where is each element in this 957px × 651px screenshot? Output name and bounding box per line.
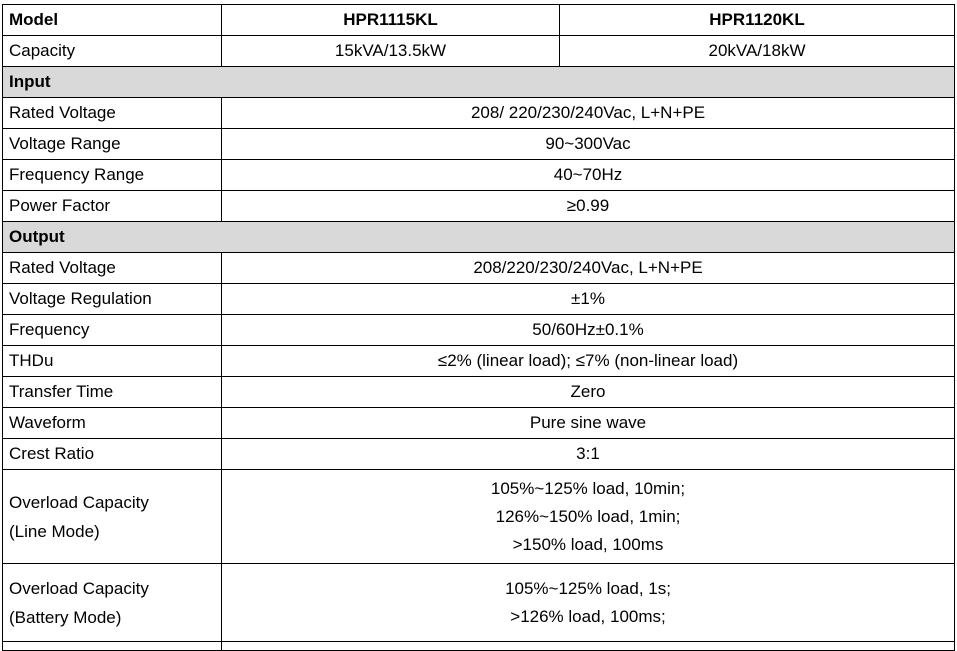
spec-table — [2, 4, 955, 651]
model-header-hpr1120kl: HPR1120KL — [560, 5, 955, 36]
spec-value: ≥0.99 — [222, 191, 955, 222]
model-header-hpr1115kl: HPR1115KL — [222, 5, 560, 36]
spec-row-output-frequency — [3, 315, 955, 346]
spec-row-overload-line-mode — [3, 470, 955, 564]
capacity-row — [3, 36, 955, 67]
spec-value: 50/60Hz±0.1% — [222, 315, 955, 346]
spec-value: 90~300Vac — [222, 129, 955, 160]
spec-row-output-waveform — [3, 408, 955, 439]
spec-label: Rated Voltage — [3, 253, 222, 284]
spec-value-line: 105%~125% load, 10min; — [490, 478, 686, 498]
spec-value-line: 105%~125% load, 1s; — [505, 578, 671, 598]
spec-value: Zero — [222, 377, 955, 408]
spec-value: 208/220/230/240Vac, L+N+PE — [222, 253, 955, 284]
table-cut-off-cell — [222, 642, 955, 651]
spec-label: Power Factor — [3, 191, 222, 222]
spec-label-line: Overload Capacity — [9, 578, 149, 598]
spec-value-line: >150% load, 100ms — [512, 534, 664, 554]
spec-label: Transfer Time — [3, 377, 222, 408]
table-cut-off-cell — [3, 642, 222, 651]
spec-row-input-voltage-range — [3, 129, 955, 160]
section-input-title: Input — [3, 67, 955, 98]
section-input-row — [3, 67, 955, 98]
spec-label-line: Overload Capacity — [9, 492, 149, 512]
spec-value-line: 126%~150% load, 1min; — [495, 506, 681, 526]
spec-label-line: (Line Mode) — [9, 521, 100, 541]
header-row — [3, 5, 955, 36]
spec-value-line: >126% load, 100ms; — [510, 606, 666, 626]
spec-value: 40~70Hz — [222, 160, 955, 191]
spec-row-output-crest-ratio — [3, 439, 955, 470]
spec-label: Rated Voltage — [3, 98, 222, 129]
table-cut-off-row — [3, 642, 955, 651]
section-output-row — [3, 222, 955, 253]
spec-row-input-frequency-range — [3, 160, 955, 191]
spec-row-output-rated-voltage — [3, 253, 955, 284]
spec-label: Voltage Regulation — [3, 284, 222, 315]
spec-value: 208/ 220/230/240Vac, L+N+PE — [222, 98, 955, 129]
spec-label: Frequency — [3, 315, 222, 346]
spec-value: Pure sine wave — [222, 408, 955, 439]
capacity-value-hpr1120kl: 20kVA/18kW — [560, 36, 955, 67]
section-output-title: Output — [3, 222, 955, 253]
spec-value: 3:1 — [222, 439, 955, 470]
spec-row-overload-battery-mode — [3, 564, 955, 642]
model-header-label: Model — [3, 5, 222, 36]
spec-value: ≤2% (linear load); ≤7% (non-linear load) — [222, 346, 955, 377]
spec-row-output-voltage-regulation — [3, 284, 955, 315]
spec-label: Frequency Range — [3, 160, 222, 191]
spec-label: Voltage Range — [3, 129, 222, 160]
spec-label — [3, 564, 222, 642]
capacity-value-hpr1115kl: 15kVA/13.5kW — [222, 36, 560, 67]
spec-label: Crest Ratio — [3, 439, 222, 470]
spec-label — [3, 470, 222, 564]
spec-label-line: (Battery Mode) — [9, 607, 122, 627]
spec-value — [222, 564, 955, 642]
spec-value — [222, 470, 955, 564]
spec-value: ±1% — [222, 284, 955, 315]
spec-row-input-rated-voltage — [3, 98, 955, 129]
capacity-label: Capacity — [3, 36, 222, 67]
spec-row-input-power-factor — [3, 191, 955, 222]
spec-label: THDu — [3, 346, 222, 377]
spec-row-output-transfer-time — [3, 377, 955, 408]
spec-label: Waveform — [3, 408, 222, 439]
spec-row-output-thdu — [3, 346, 955, 377]
